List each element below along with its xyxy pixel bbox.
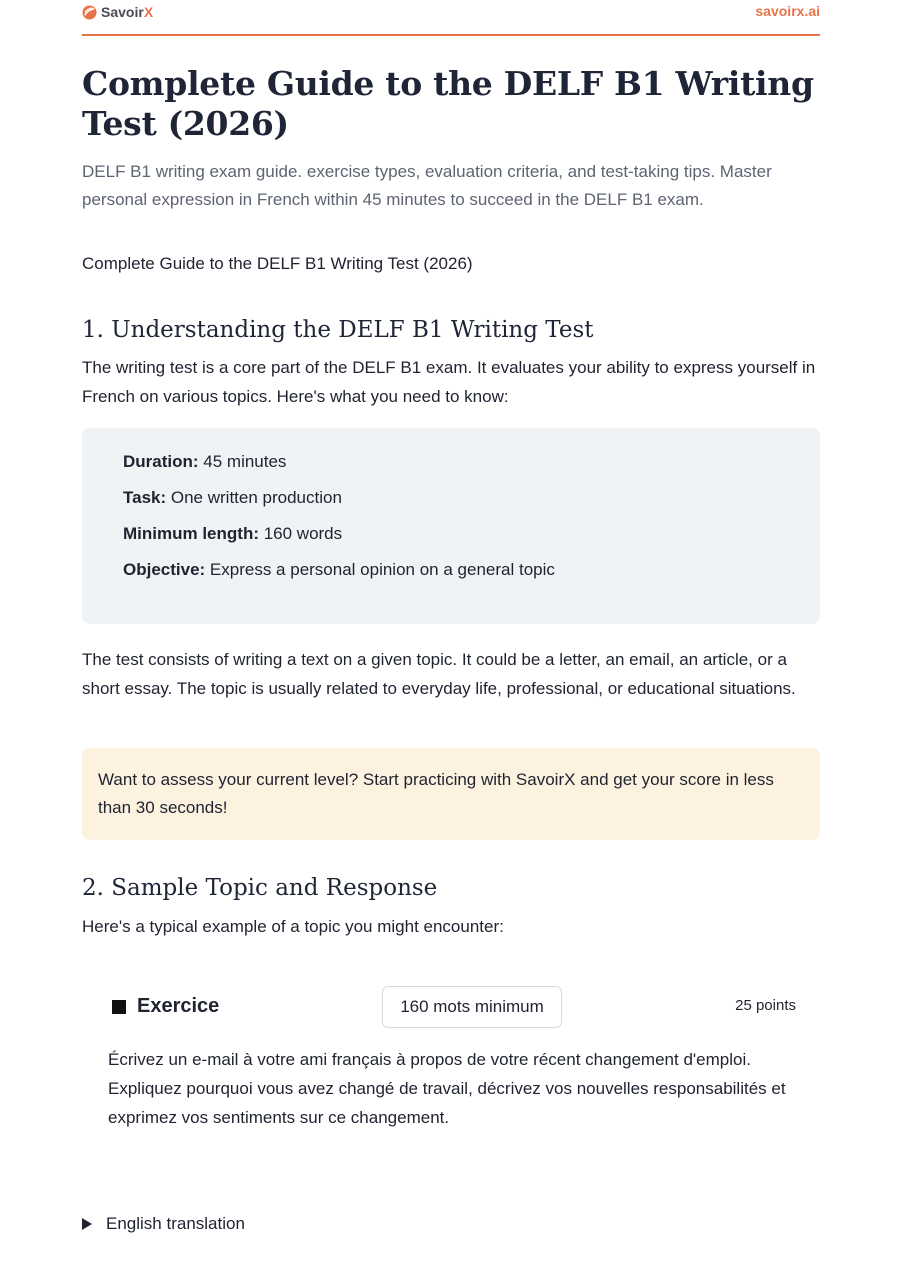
page-title: Complete Guide to the DELF B1 Writing Test (2026): [82, 64, 814, 143]
test-description: The test consists of writing a text on a given topic. It could be a letter, an email, an article, or a short essay. The topic is usually related to everyday life, professional, or educational situations.: [82, 650, 796, 698]
fact-duration: Duration: 45 minutes: [123, 452, 287, 471]
translation-toggle-label: English translation: [106, 1214, 245, 1233]
page-subtitle: DELF B1 writing exam guide. exercise types, evaluation criteria, and test-taking tips. Master personal expression in French within 45 minutes to succeed in the DELF B1 exam.: [82, 162, 772, 209]
fact-task: Task: One written production: [123, 488, 342, 507]
translation-toggle[interactable]: [82, 1212, 245, 1236]
square-bullet-icon: [112, 1000, 126, 1014]
practice-callout: [82, 748, 820, 840]
callout-text: Want to assess your current level? Start practicing with SavoirX and get your score in less than 30 seconds!: [98, 770, 774, 817]
guide-heading: Complete Guide to the DELF B1 Writing Test (2026): [82, 254, 473, 273]
key-facts-box: [82, 428, 820, 624]
brand-logo-link[interactable]: [82, 4, 153, 20]
section-heading-understanding: 1. Understanding the DELF B1 Writing Test: [82, 317, 594, 343]
site-link[interactable]: savoirx.ai: [755, 3, 820, 19]
exercise-label: Exercice: [137, 995, 220, 1017]
site-header: [82, 0, 820, 36]
fact-objective: Objective: Express a personal opinion on a general topic: [123, 560, 555, 579]
brand-name-suffix: X: [143, 4, 154, 20]
fact-minimum-length: Minimum length: 160 words: [123, 524, 343, 543]
section-heading-sample-topic: 2. Sample Topic and Response: [82, 875, 438, 901]
section-intro: The writing test is a core part of the DELF B1 exam. It evaluates your ability to express yourself in French on various topics. Here's what you need to know:: [82, 358, 816, 406]
disclosure-triangle-icon: [82, 1218, 92, 1230]
exercise-header: [112, 986, 796, 1028]
sample-intro: Here's a typical example of a topic you might encounter:: [82, 917, 504, 936]
word-count-badge: 160 mots minimum: [382, 986, 562, 1028]
exercise-prompt: Écrivez un e-mail à votre ami français à propos de votre récent changement d'emploi. Expliquez pourquoi vous avez changé de travail, décrivez vos nouvelles responsabilités et exprimez vos sentiments sur ce changement.: [108, 1050, 786, 1127]
savoirx-logo-icon: [82, 5, 97, 20]
brand-name: Savoir: [101, 4, 144, 20]
points-label: 25 points: [735, 997, 796, 1014]
